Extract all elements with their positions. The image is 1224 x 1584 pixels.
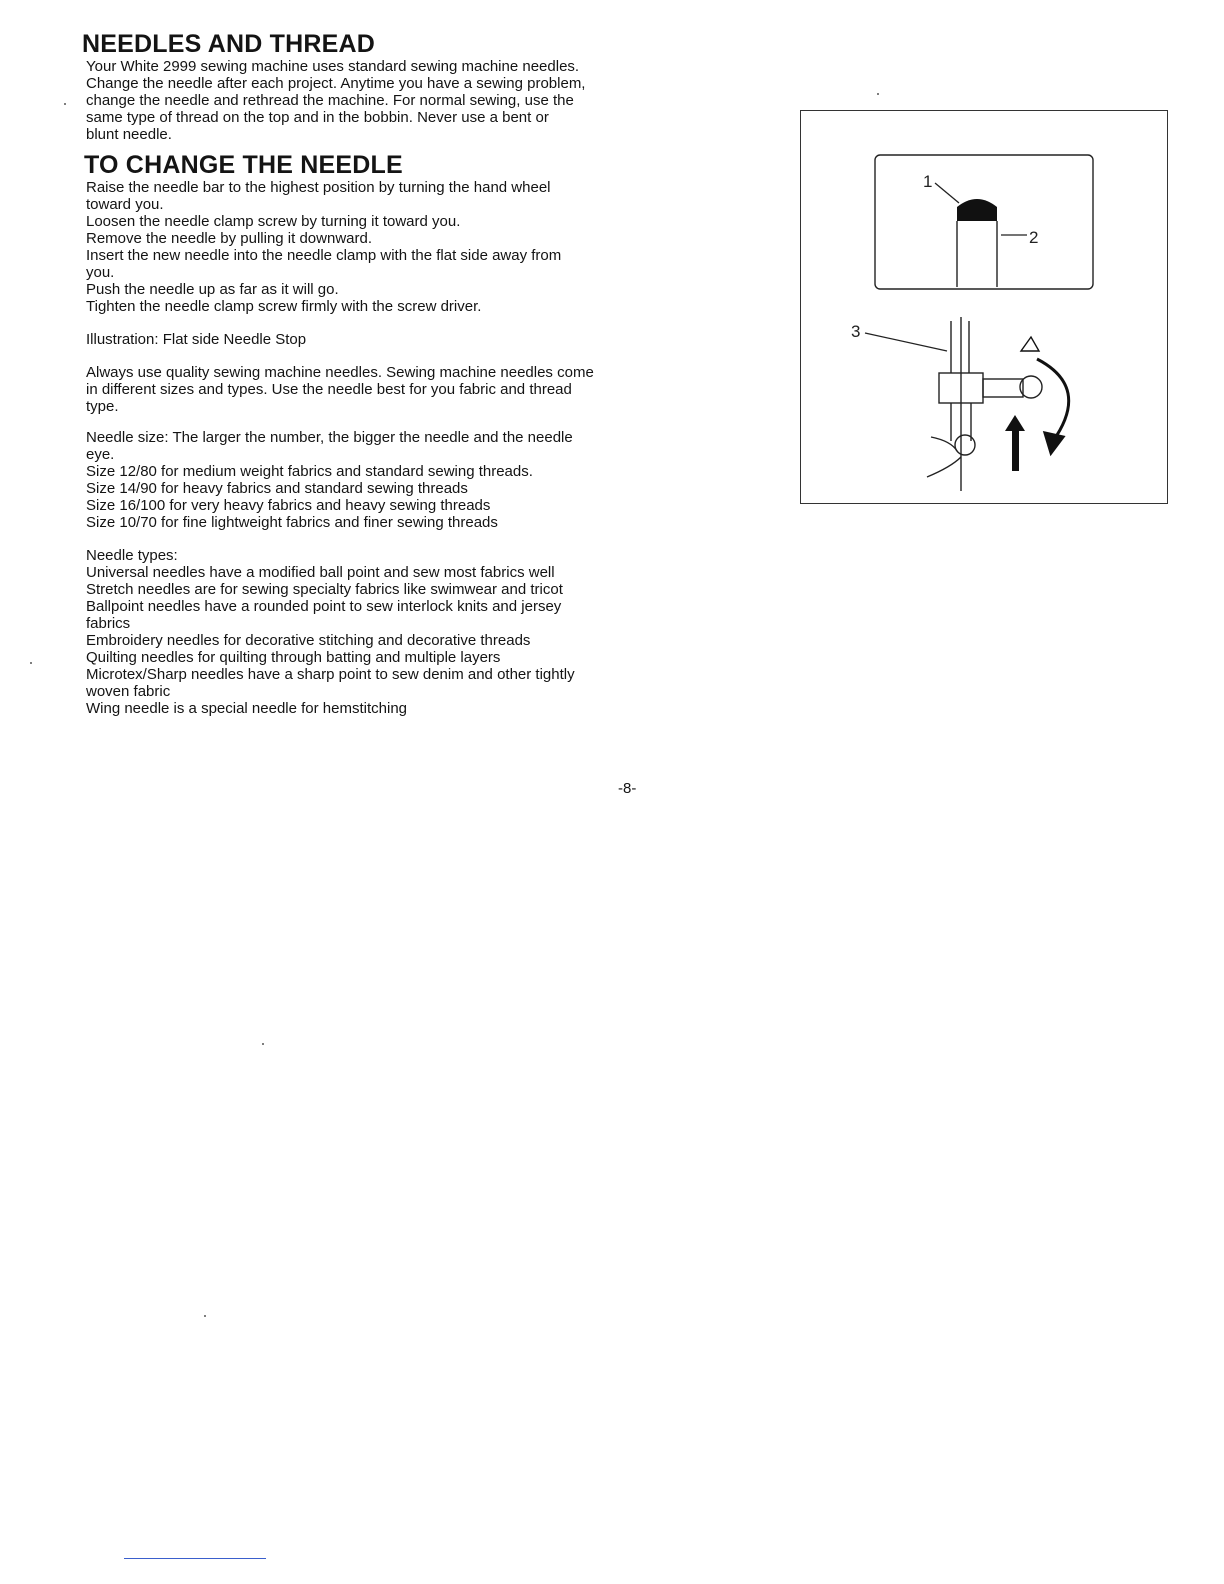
up-arrow-icon <box>1005 415 1025 471</box>
type-line: Ballpoint needles have a rounded point to sew interlock knits and jersey <box>86 598 562 615</box>
quality-line: Always use quality sewing machine needles. Sewing machine needles come <box>86 364 594 381</box>
scan-speck <box>877 93 879 95</box>
needle-shank-detail-icon <box>957 199 997 287</box>
step-line: Remove the needle by pulling it downward. <box>86 230 373 247</box>
page-number: -8- <box>618 780 637 797</box>
size-intro-line: Needle size: The larger the number, the bigger the needle and the needle <box>86 429 573 446</box>
size-line: Size 12/80 for medium weight fabrics and standard sewing threads. <box>86 463 533 480</box>
size-line: Size 10/70 for fine lightweight fabrics and finer sewing threads <box>86 514 498 531</box>
step-line: Push the needle up as far as it will go. <box>86 281 339 298</box>
intro-line: Your White 2999 sewing machine uses standard sewing machine needles. <box>86 58 580 75</box>
intro-line: same type of thread on the top and in the bobbin. Never use a bent or <box>86 109 549 126</box>
scan-speck <box>262 1043 264 1045</box>
section-title-change-needle: TO CHANGE THE NEEDLE <box>84 151 403 179</box>
scan-speck <box>64 103 66 105</box>
type-line: Stretch needles are for sewing specialty fabrics like swimwear and tricot <box>86 581 563 598</box>
text-column <box>82 30 736 717</box>
type-line: Wing needle is a special needle for hemstitching <box>86 700 408 717</box>
step-line: Loosen the needle clamp screw by turning it toward you. <box>86 213 461 230</box>
step-line: Insert the new needle into the needle clamp with the flat side away from <box>86 247 562 264</box>
footer-rule <box>124 1558 266 1559</box>
type-line: fabrics <box>86 615 131 632</box>
size-line: Size 16/100 for very heavy fabrics and heavy sewing threads <box>86 497 491 514</box>
scan-speck <box>204 1315 206 1317</box>
needle-change-illustration <box>800 110 1168 504</box>
hand-icon <box>927 435 975 477</box>
type-line: Microtex/Sharp needles have a sharp point to sew denim and other tightly <box>86 666 575 683</box>
size-intro-line: eye. <box>86 446 115 463</box>
intro-line: change the needle and rethread the machine. For normal sewing, use the <box>86 92 574 109</box>
types-title: Needle types: <box>86 547 178 564</box>
step-line: Raise the needle bar to the highest position by turning the hand wheel <box>86 179 551 196</box>
illustration-caption: Illustration: Flat side Needle Stop <box>86 331 307 348</box>
intro-line: Change the needle after each project. Anytime you have a sewing problem, <box>86 75 586 92</box>
size-line: Size 14/90 for heavy fabrics and standard sewing threads <box>86 480 468 497</box>
scan-speck <box>30 662 32 664</box>
step-line: toward you. <box>86 196 164 213</box>
type-line: Embroidery needles for decorative stitching and decorative threads <box>86 632 531 649</box>
intro-line: blunt needle. <box>86 126 172 143</box>
quality-line: type. <box>86 398 119 415</box>
step-line: Tighten the needle clamp screw firmly with the screw driver. <box>86 298 482 315</box>
rotate-arrow-icon <box>1021 337 1069 453</box>
step-line: you. <box>86 264 115 281</box>
quality-paragraph <box>86 364 736 415</box>
callout-2: 2 <box>1029 228 1039 247</box>
needle-types-paragraph <box>86 547 736 717</box>
needle-size-paragraph <box>86 429 736 531</box>
section-title-needles-thread: NEEDLES AND THREAD <box>82 30 375 58</box>
intro-paragraph <box>86 58 736 143</box>
quality-line: in different sizes and types. Use the needle best for you fabric and thread <box>86 381 572 398</box>
type-line: Universal needles have a modified ball point and sew most fabrics well <box>86 564 555 581</box>
callout-1: 1 <box>923 172 933 191</box>
change-steps <box>86 179 736 315</box>
callout-3: 3 <box>851 322 861 341</box>
type-line: woven fabric <box>86 683 171 700</box>
type-line: Quilting needles for quilting through batting and multiple layers <box>86 649 501 666</box>
detail-inset-frame <box>875 155 1093 289</box>
